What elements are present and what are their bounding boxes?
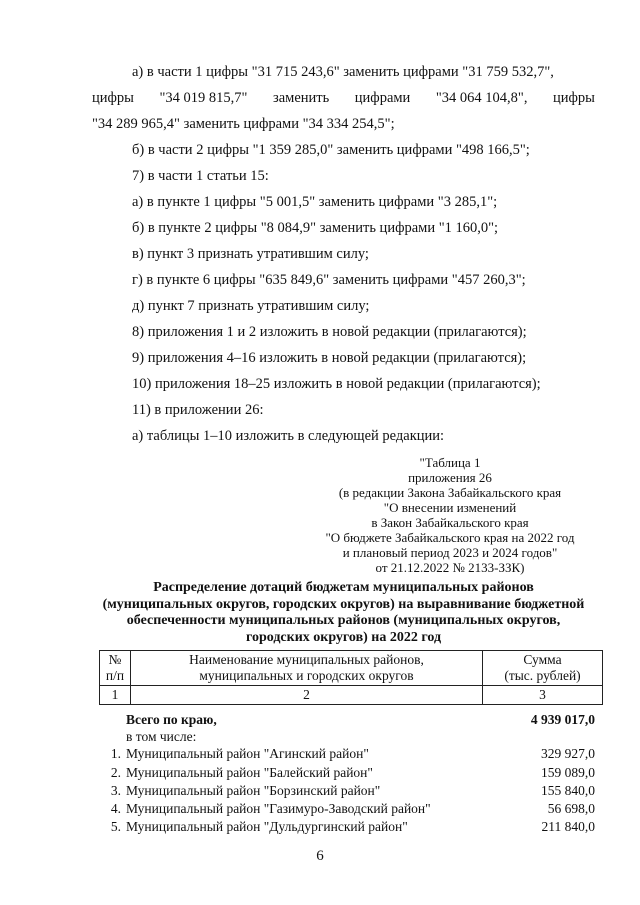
row-number: 4.: [110, 801, 121, 816]
header-row: [100, 651, 603, 686]
table-caption: [300, 455, 600, 575]
row-name: Муниципальный район "Газимуро-Заводский район": [126, 801, 431, 816]
row-value: 155 840,0: [541, 783, 595, 798]
row-name: Муниципальный район "Борзинский район": [126, 783, 381, 798]
row-value: 329 927,0: [541, 746, 595, 761]
paragraph-6: в) пункт 3 признать утратившим силу;: [132, 246, 369, 262]
paragraph-1-end: "34 289 965,4" заменить цифрами "34 334 254,5";: [92, 116, 395, 132]
table-row: [99, 818, 603, 835]
table-title: [92, 580, 595, 646]
word: "34 019 815,7": [159, 90, 248, 106]
row-name: Муниципальный район "Дульдургинский район": [126, 819, 408, 834]
paragraph-7: г) в пункте 6 цифры "635 849,6" заменить цифрами "457 260,3";: [132, 272, 526, 288]
row-number: 1.: [110, 746, 121, 761]
caption-line: "О внесении изменений: [383, 500, 517, 515]
table-row: [99, 800, 603, 817]
column-number: 2: [131, 686, 483, 705]
word: "34 064 104,8",: [435, 90, 528, 106]
row-value: 159 089,0: [541, 765, 595, 780]
row-name: Муниципальный район "Балейский район": [126, 765, 373, 780]
word: цифры: [92, 90, 134, 106]
paragraph-1: а) в части 1 цифры "31 715 243,6" заменить цифрами "31 759 532,7",: [132, 64, 554, 80]
total-row: [99, 711, 603, 728]
caption-line: и плановый период 2023 и 2024 годов": [342, 545, 558, 560]
subtotal-row: [99, 728, 603, 745]
row-number: 5.: [110, 819, 121, 834]
header-name: Наименование муниципальных районов, муниципальных и городских округов: [131, 651, 483, 686]
paragraph-4: а) в пункте 1 цифры "5 001,5" заменить цифрами "3 285,1";: [132, 194, 498, 210]
paragraph-5: б) в пункте 2 цифры "8 084,9" заменить цифрами "1 160,0";: [132, 220, 499, 236]
column-number: 3: [483, 686, 603, 705]
paragraph-1-continuation: [92, 89, 595, 107]
page-number: 6: [316, 848, 324, 864]
header-sum: Сумма (тыс. рублей): [483, 651, 603, 686]
word: цифрами: [354, 90, 411, 106]
table-row: [99, 745, 603, 762]
paragraph-10: 9) приложения 4–16 изложить в новой редакции (прилагаются);: [132, 350, 527, 366]
title-line: обеспеченности муниципальных районов (муниципальных округов,: [126, 613, 561, 628]
caption-line: от 21.12.2022 № 2133-ЗЗК): [375, 560, 525, 575]
paragraph-9: 8) приложения 1 и 2 изложить в новой редакции (прилагаются);: [132, 324, 527, 340]
paragraph-11: 10) приложения 18–25 изложить в новой редакции (прилагаются);: [132, 376, 541, 392]
paragraph-12: 11) в приложении 26:: [132, 402, 264, 418]
title-line: городских округов) на 2022 год: [245, 629, 442, 645]
total-value: 4 939 017,0: [530, 712, 595, 727]
header-num: № п/п: [100, 651, 131, 686]
caption-line: приложения 26: [408, 470, 492, 485]
row-value: 211 840,0: [541, 819, 595, 834]
table-row: [99, 764, 603, 781]
word: заменить: [272, 90, 330, 106]
column-number-row: [100, 686, 603, 705]
paragraph-3: 7) в части 1 статьи 15:: [132, 168, 269, 184]
total-label: Всего по краю,: [126, 712, 217, 727]
caption-line: "О бюджете Забайкальского края на 2022 год: [325, 530, 575, 545]
paragraph-8: д) пункт 7 признать утратившим силу;: [132, 298, 370, 314]
caption-line: (в редакции Закона Забайкальского края: [338, 485, 562, 500]
table-row: [99, 782, 603, 799]
row-value: 56 698,0: [547, 801, 595, 816]
title-line: (муниципальных округов, городских округов) на выравнивание бюджетной: [102, 596, 585, 612]
caption-line: "Таблица 1: [419, 455, 481, 470]
row-number: 2.: [110, 765, 121, 780]
row-name: Муниципальный район "Агинский район": [126, 746, 369, 761]
word: цифры: [553, 90, 595, 106]
title-line: Распределение дотаций бюджетам муниципальных районов: [153, 580, 534, 595]
row-number: 3.: [110, 783, 121, 798]
table-header: [99, 650, 603, 705]
column-number: 1: [100, 686, 131, 705]
paragraph-2: б) в части 2 цифры "1 359 285,0" заменить цифрами "498 166,5";: [132, 142, 530, 158]
caption-line: в Закон Забайкальского края: [371, 515, 529, 530]
subtotal-label: в том числе:: [126, 729, 197, 744]
paragraph-13: а) таблицы 1–10 изложить в следующей редакции:: [132, 428, 445, 444]
